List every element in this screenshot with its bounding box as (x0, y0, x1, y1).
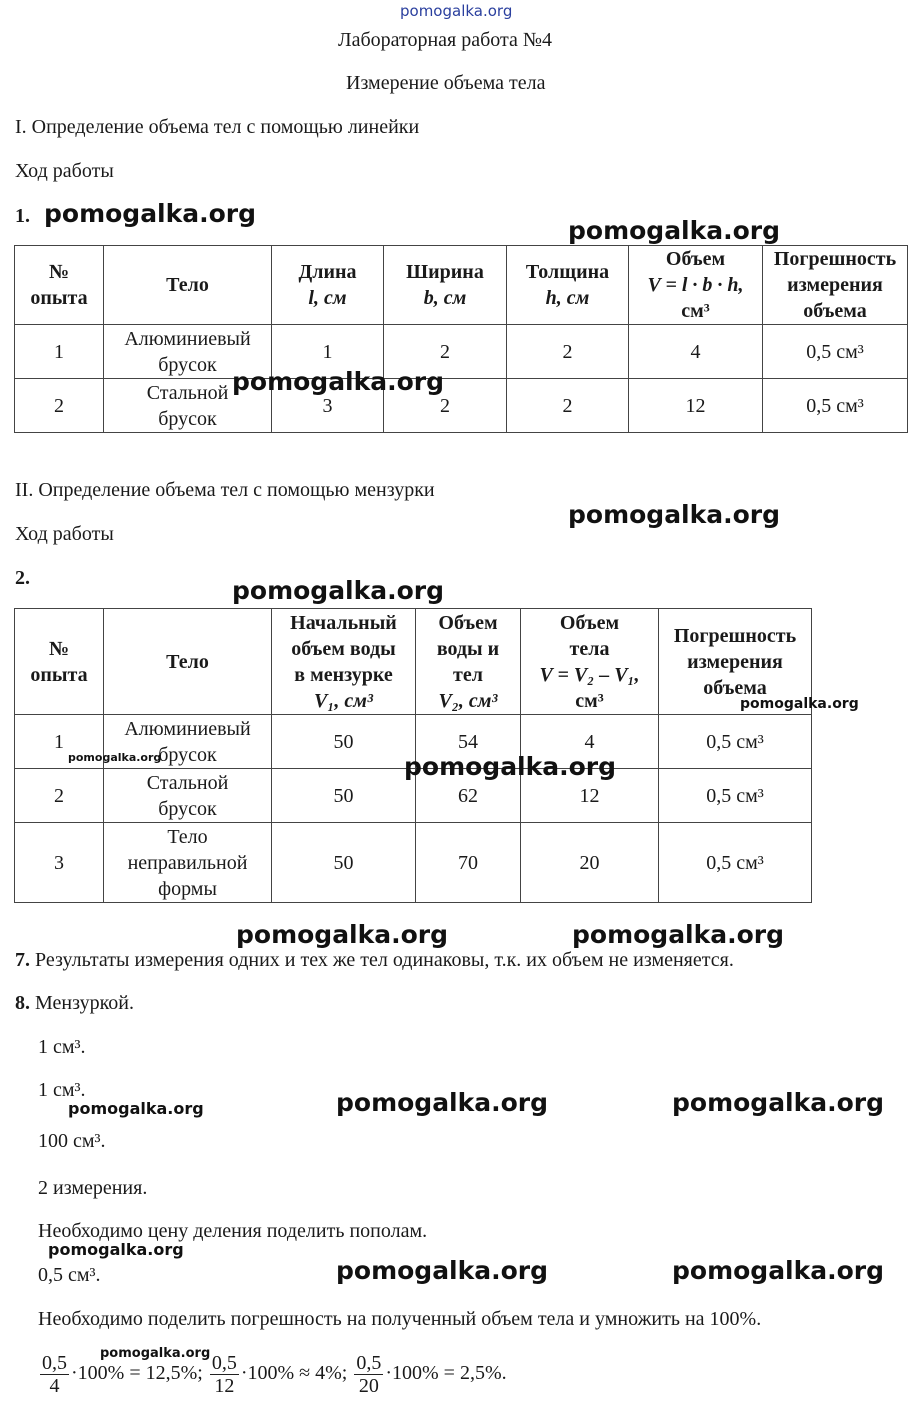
cell-volume: 4 (629, 325, 763, 379)
fraction: $\frac{0,5}{12}$ (211, 1352, 237, 1397)
cell-error: 0,5 см³ (763, 325, 908, 379)
cell-volume: 12 (629, 379, 763, 433)
table-ruler (14, 245, 908, 433)
watermark: pomogalka.org (336, 1256, 549, 1285)
cell-thickness: 2 (507, 379, 629, 433)
cell-body: Тело неправильной формы (104, 823, 272, 903)
cell-error: 0,5 см³ (763, 379, 908, 433)
answer-line: Необходимо цену деления поделить пополам. (38, 1220, 428, 1242)
cell-body: Стальной брусок (104, 769, 272, 823)
answer-line: 1 см³. (38, 1036, 86, 1058)
cell-width: 2 (384, 379, 507, 433)
section2-progress: Ход работы (15, 523, 114, 545)
cell-num: 2 (15, 769, 104, 823)
table-header-row (15, 246, 908, 325)
watermark: pomogalka.org (100, 1346, 211, 1361)
header-width: Ширина b, см (384, 246, 507, 325)
header-body: Тело (104, 609, 272, 715)
cell-water-body: 70 (416, 823, 521, 903)
table-header-row (15, 609, 812, 715)
cell-water-body: 62 (416, 769, 521, 823)
cell-num: 3 (15, 823, 104, 903)
cell-initial: 50 (272, 769, 416, 823)
header-body: Тело (104, 246, 272, 325)
cell-error: 0,5 см³ (659, 715, 812, 769)
site-link[interactable]: pomogalka.org (400, 2, 513, 20)
answer-line: 2 измерения. (38, 1177, 148, 1199)
fraction: $\frac{0,5}{4}$ (42, 1352, 67, 1397)
header-thickness: Толщина h, см (507, 246, 629, 325)
header-length: Длина l, см (272, 246, 384, 325)
lab-title: Лабораторная работа №4 (338, 29, 552, 51)
section1-heading: I. Определение объема тел с помощью линейки (15, 116, 420, 138)
cell-num: 2 (15, 379, 104, 433)
table-row (15, 325, 908, 379)
header-water-body: Объем воды и тел V₂, см³ (416, 609, 521, 715)
header-num: № опыта (15, 609, 104, 715)
answer-line: 1 см³. (38, 1079, 86, 1101)
watermark: pomogalka.org (568, 216, 781, 245)
cell-length: 3 (272, 379, 384, 433)
watermark: pomogalka.org (232, 576, 445, 605)
watermark: pomogalka.org (232, 367, 445, 396)
header-initial: Начальный объем воды в мензурке V₁, см³ (272, 609, 416, 715)
watermark: pomogalka.org (236, 920, 449, 949)
cell-volume: 12 (521, 769, 659, 823)
cell-volume: 20 (521, 823, 659, 903)
cell-error: 0,5 см³ (659, 769, 812, 823)
item-1-number: 1. (15, 205, 30, 227)
cell-body: Алюминиевый брусок (104, 715, 272, 769)
cell-body: Стальной брусок (104, 379, 272, 433)
answer-line: 100 см³. (38, 1130, 106, 1152)
header-num: № опыта (15, 246, 104, 325)
answer-7: 7. Результаты измерения одних и тех же тел одинаковы, т.к. их объем не изменяется. (15, 949, 734, 971)
cell-volume: 4 (521, 715, 659, 769)
header-error: Погрешность измерения объема (659, 609, 812, 715)
table-row (15, 379, 908, 433)
section1-progress: Ход работы (15, 160, 114, 182)
watermark: pomogalka.org (68, 751, 162, 764)
item-2-number: 2. (15, 567, 30, 589)
cell-water-body: 54 (416, 715, 521, 769)
lab-subtitle: Измерение объема тела (346, 72, 546, 94)
watermark: pomogalka.org (572, 920, 785, 949)
watermark: pomogalka.org (568, 500, 781, 529)
cell-error: 0,5 см³ (659, 823, 812, 903)
watermark: pomogalka.org (44, 199, 257, 228)
section2-heading: II. Определение объема тел с помощью мензурки (15, 479, 435, 501)
header-error: Погрешность измерения объема (763, 246, 908, 325)
watermark: pomogalka.org (740, 696, 859, 712)
cell-body: Алюминиевый брусок (104, 325, 272, 379)
cell-initial: 50 (272, 715, 416, 769)
answer-line: Необходимо поделить погрешность на полученный объем тела и умножить на 100%. (38, 1308, 762, 1330)
watermark: pomogalka.org (404, 752, 617, 781)
answer-8: 8. Мензуркой. (15, 992, 134, 1014)
watermark: pomogalka.org (672, 1256, 885, 1285)
cell-initial: 50 (272, 823, 416, 903)
table-row (15, 823, 812, 903)
fraction: $\frac{0,5}{20}$ (356, 1352, 382, 1397)
cell-length: 1 (272, 325, 384, 379)
cell-thickness: 2 (507, 325, 629, 379)
cell-num: 1 (15, 715, 104, 769)
cell-width: 2 (384, 325, 507, 379)
formula: $\frac{0,5}{4}$ ·100% = 12,5%; $\frac{0,5}{12}$ ·100% ≈ 4%; $\frac{0,5}{20}$ ·100% = 2,5%. (42, 1352, 507, 1397)
header-volume: Объем V = l · b · h, см³ (629, 246, 763, 325)
watermark: pomogalka.org (48, 1240, 184, 1259)
watermark: pomogalka.org (672, 1088, 885, 1117)
watermark: pomogalka.org (336, 1088, 549, 1117)
answer-line: 0,5 см³. (38, 1264, 101, 1286)
header-volume: Объем тела V = V₂ – V₁, см³ (521, 609, 659, 715)
watermark: pomogalka.org (68, 1099, 204, 1118)
cell-num: 1 (15, 325, 104, 379)
